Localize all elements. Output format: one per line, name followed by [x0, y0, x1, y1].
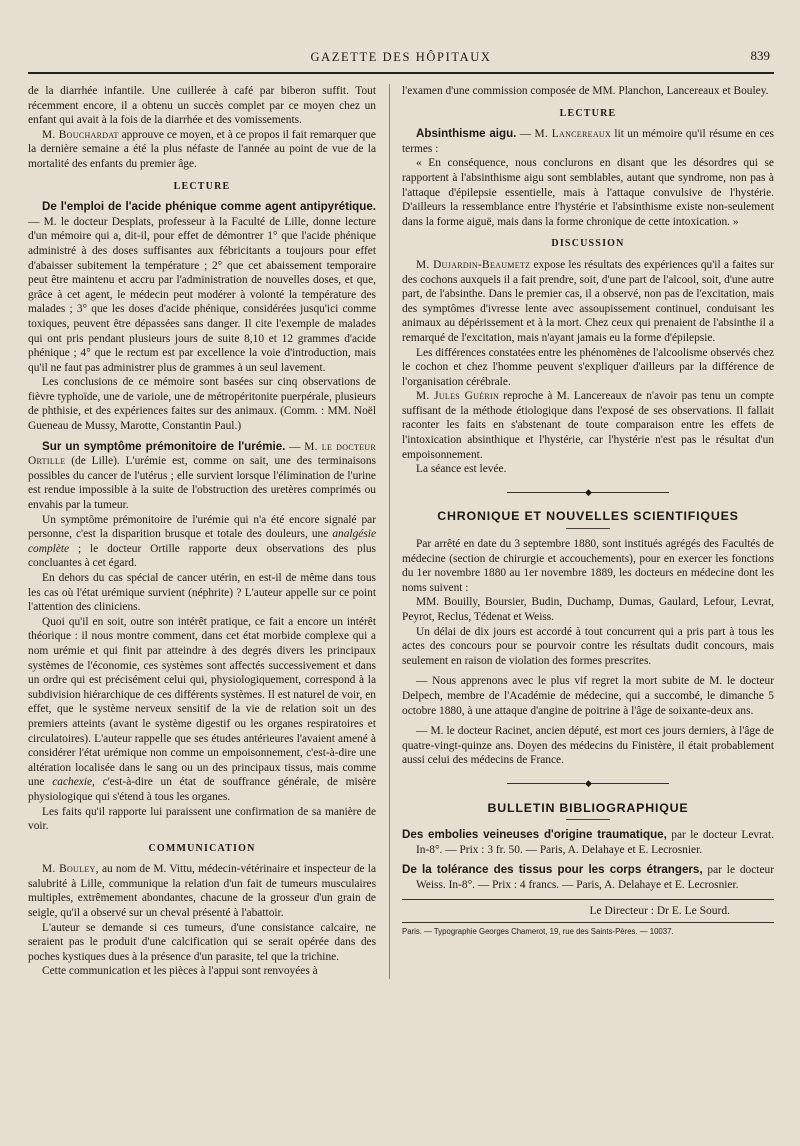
page-number: 839 [750, 48, 770, 63]
left-column [28, 84, 376, 979]
paragraph: En dehors du cas spécial de cancer utérin, en est-il de même dans tous les cas où l'état urémique survient (néphrite) ? L'auteur appelle sur ce point l'attention des cliniciens. [28, 572, 376, 614]
section-heading-discussion: DISCUSSION [551, 238, 625, 250]
paragraph: « En conséquence, nous conclurons en disant que les désordres qui se rapportent à l'absinthisme aigu sont semblables, autant que syndrome, non pas à l'attaque d'épilepsie essentielle, mais à l'attaque convulsive de l'hystérie. D'ailleurs la ressemblance entre l'hystérie et l'absinthisme existe non-seulement dans la forme aiguë, mais dans la forme chronique de cette intoxication. » [402, 157, 774, 228]
paragraph: M. Bouley, au nom de M. Vittu, médecin-vétérinaire et inspecteur de la salubrité à Lille, communique la relation d'un fait de tumeurs musculaires multiples, extrêmement abondantes, chacune de la grosseur d'un grain de seigle, qu'il a observé sur un cheval présenté à l'abattoir. [28, 863, 377, 920]
paragraph: M. Dujardin-Beaumetz expose les résultats des expériences qu'il a faites sur des cochons auxquels il a fait prendre, soit, d'une part de l'alcool, soit, d'une autre part, de l'absinthe. Dans le premier cas, il a observé, non pas de l'excitation, mais des symptômes d'ivresse lente avec assoupissement continuel, conduisant les animaux au dépérissement et à la mort. Chez ceux qui prenaient de l'absinthe il a remarqué de l'excitation, mais n'ayant jamais eu la forme d'épilepsie. [402, 258, 774, 344]
paragraph: MM. Bouilly, Boursier, Budin, Duchamp, Dumas, Gaulard, Lefour, Levrat, Peyrot, Reclus, Tédenat et Weiss. [402, 596, 774, 623]
section-heading-communication: COMMUNICATION [148, 842, 256, 854]
short-rule [566, 528, 610, 529]
article-title: Absinthisme aigu. [416, 127, 517, 141]
paragraph: — Nous apprenons avec le plus vif regret la mort subite de M. le docteur Delpech, membre de l'Académie de médecine, qui a succombé, le dimanche 5 octobre 1880, à une attaque d'angine de poitrine à l'âge de soixante-deux ans. [402, 675, 774, 717]
paragraph: Les faits qu'il rapporte lui paraissent une confirmation de sa manière de voir. [28, 805, 376, 833]
paragraph: Les différences constatées entre les phénomènes de l'alcoolisme observés chez le cochon et chez l'homme peuvent s'expliquer d'ailleurs par la différence de l'organisation cérébrale. [402, 346, 774, 388]
section-heading-bulletin: BULLETIN BIBLIOGRAPHIQUE [487, 800, 689, 815]
header-rule [28, 72, 774, 74]
short-rule [566, 819, 610, 820]
ornament-divider: ◆ [402, 485, 774, 500]
paragraph: De l'emploi de l'acide phénique comme agent antipyrétique. — M. le docteur Desplats, professeur à la Faculté de Lille, donne lecture d'un mémoire qui a, dit-il, pour effet de démontrer 1° que l'acide phénique administré à des doses suffisantes aux fébricitants a toujours pour effet d'abaisser subitement la température ; 2° que cet abaissement temporaire peut être maintenu et accru par l'administration de nouvelles doses, et que, grâce à cet agent, le médecin peut modérer à volonté la température des malades ; 3° que les doses d'acide phénique, considérées jusqu'ici comme toxiques, peuvent être dépassées sans danger. Il cite l'exemple de malades qui ont pris pendant plusieurs jours de suite 8,10 et 12 grammes d'acide phénique ; 4° que le rectum est par excellence la voie d'introduction, mais qu'il ne faut pas administrer plus de grammes à un seul lavement. [28, 200, 376, 374]
paragraph: La séance est levée. [416, 463, 507, 476]
speaker-name: M. Bouchardat [42, 128, 119, 141]
ornament-divider: ◆ [402, 776, 774, 791]
speaker-name: M. Jules Guérin [416, 390, 500, 403]
paragraph: L'auteur se demande si ces tumeurs, d'une consistance calcaire, ne seraient pas le produit d'une calcification qui se serait opérée dans des poches kystiques dues à la présence d'un parasite, tel que la trichine. [28, 921, 376, 963]
paragraph: Par arrêté en date du 3 septembre 1880, sont institués agrégés des Facultés de médecine (section de chirurgie et accouchements), pour en exercer les fonctions du 1er novembre 1880 au 1er novembre 1889, les docteurs en médecine dont les noms suivent : [402, 538, 774, 594]
journal-title: GAZETTE DES HÔPITAUX [310, 50, 492, 64]
section-heading-lecture: LECTURE [173, 180, 231, 192]
paragraph: Un symptôme prémonitoire de l'urémie qui n'a été encore signalé par personne, c'est la disparition brusque et totale des douleurs, une analgésie complète ; le docteur Ortille rapporte deux observations des plus concluantes à cet égard. [28, 513, 376, 570]
speaker-name: M. le docteur Ortille [28, 440, 376, 468]
paragraph: Un délai de dix jours est accordé à tout concurrent qui a pris part à tous les actes des concours pour se pourvoir contre les résultats dudit concours, mais seulement en raison de violation des formes prescrites. [402, 625, 774, 667]
paragraph: Quoi qu'il en soit, outre son intérêt pratique, ce fait a encore un intérêt théorique : il nous montre comment, dans cet état morbide complexe qui a nom urémie et qui finit par atteindre à des degrés divers les principaux systèmes de l'économie, ces systèmes sont affectés successivement et dans un ordre qui est précisément celui qui, physiologiquement, correspond à la subdivision hiérarchique de ces différents systèmes. Il est naturel de voir, en effet, que le système nerveux sensitif de la vie de relation soit un des premiers atteints (avant le système digestif ou les organes respiratoires et circulatoires). L'auteur rappelle que ses études antérieures l'avaient amené à considérer l'état urémique non comme un empoisonnement, c'est-à-dire une altération localisée dans le sang ou un des principaux tissus, mais comme une cachexie, c'est-à-dire un état de souffrance générale, de misère physiologique qui s'étend à tous les organes. [28, 615, 376, 803]
paragraph: Sur un symptôme prémonitoire de l'urémie. — M. le docteur Ortille (de Lille). L'urémie est, comme on sait, une des terminaisons possibles du cancer de l'utérus ; elle survient lorsque l'élimination de l'urine est rendue impossible à la suite de l'obstruction des uretères comprimés ou envahis par la tumeur. [28, 439, 376, 512]
paragraph: Les conclusions de ce mémoire sont basées sur cinq observations de fièvre typhoïde, une de variole, une de métropéritonite puerpérale, plusieurs de phthisie, et des expériences faites sur des animaux. (Comm. : MM. Noël Gueneau de Mussy, Marotte, Constantin Paul.) [28, 376, 376, 433]
bibliography-entry: Des embolies veineuses d'origine traumatique, par le docteur Levrat. In-8°. — Prix : 3 fr. 50. — Paris, A. Delahaye et E. Lecrosnier. [402, 828, 774, 856]
column-divider [389, 84, 390, 979]
director-signature: Le Directeur : Dr E. Le Sourd. [402, 899, 774, 919]
paragraph: M. Bouchardat approuve ce moyen, et à ce propos il fait remarquer que la dernière semaine a été la plus néfaste de l'année au point de vue de la mortalité des enfants du premier âge. [28, 128, 376, 170]
section-heading-lecture: LECTURE [559, 107, 617, 119]
paragraph: l'examen d'une commission composée de MM. Planchon, Lancereaux et Bouley. [402, 85, 769, 97]
speaker-name: M. Lancereaux [534, 128, 612, 141]
article-title: De l'emploi de l'acide phénique comme agent antipyrétique. [42, 200, 376, 214]
paragraph: — M. le docteur Racinet, ancien député, est mort ces jours derniers, à l'âge de quatre-vingt-quinze ans. Doyen des médecins du Finistère, il était probablement aussi celui des médecins de France. [402, 725, 774, 767]
columns [28, 84, 774, 979]
article-title: Sur un symptôme prémonitoire de l'urémie. [42, 439, 286, 453]
paragraph: M. Jules Guérin reproche à M. Lancereaux de n'avoir pas tenu un compte suffisant de la méthode étiologique dans l'exposé de ses observations. Il fallait raconter les faits en s'abstenant de toute comparaison entre les effets de l'intoxication absinthique et l'hystérie, car l'hystérie n'est pas le résultat d'un empoisonnement. [402, 390, 774, 461]
printer-imprint: Paris. — Typographie Georges Chamerot, 19, rue des Saints-Pères. — 10037. [402, 922, 774, 940]
speaker-name: M. Dujardin-Beaumetz [416, 258, 531, 271]
bibliography-entry: De la tolérance des tissus pour les corps étrangers, par le docteur Weiss. In-8°. — Prix : 4 francs. — Paris, A. Delahaye et E. Lecrosnier. [402, 863, 774, 891]
section-heading-chronique: CHRONIQUE ET NOUVELLES SCIENTIFIQUES [437, 509, 739, 524]
page-header [28, 42, 774, 66]
right-column [402, 84, 774, 979]
paragraph: Absinthisme aigu. — M. Lancereaux lit un mémoire qu'il résume en ces termes : [402, 127, 774, 155]
paragraph: de la diarrhée infantile. Une cuillerée à café par biberon suffit. Tout récemment encore, il a obtenu un succès complet par ce moyen chez un enfant qui avait à la fois de la diarrhée et des vomissements. [28, 85, 376, 127]
paragraph: Cette communication et les pièces à l'appui sont renvoyées à [42, 965, 318, 978]
speaker-name: M. Bouley, [42, 863, 99, 876]
